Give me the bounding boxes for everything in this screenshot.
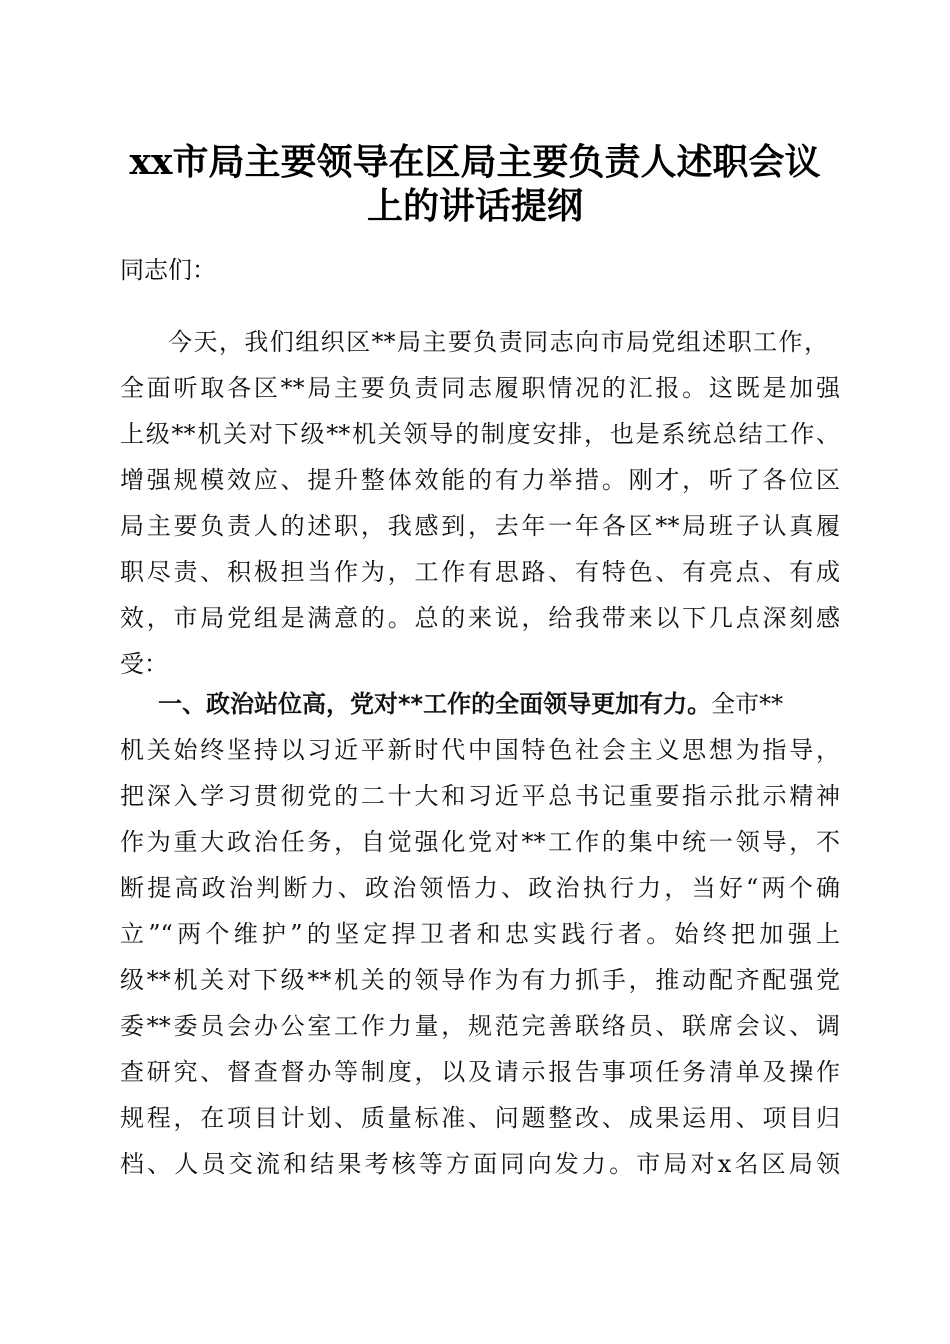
section-1-line: 把深入学习贯彻党的二十大和习近平总书记重要指示批示精神 <box>120 782 840 810</box>
section-1-line: 立”“两个维护”的坚定捍卫者和忠实践行者。始终把加强上 <box>120 920 840 948</box>
section-1-lead: 全市** <box>711 690 784 718</box>
paragraph-line: 全面听取各区**局主要负责同志履职情况的汇报。这既是加强 <box>120 374 840 402</box>
paragraph-line: 职尽责、积极担当作为，工作有思路、有特色、有亮点、有成 <box>120 558 840 586</box>
paragraph-line: 局主要负责人的述职，我感到，去年一年各区**局班子认真履 <box>120 512 840 540</box>
paragraph-line: 效，市局党组是满意的。总的来说，给我带来以下几点深刻感 <box>120 604 840 632</box>
section-1-line: 级**机关对下级**机关的领导作为有力抓手，推动配齐配强党 <box>120 966 840 994</box>
section-1-line: 档、人员交流和结果考核等方面同向发力。市局对x名区局领 <box>120 1150 840 1178</box>
section-1-heading: 一、政治站位高，党对**工作的全面领导更加有力。 <box>158 690 712 718</box>
section-1-line: 规程，在项目计划、质量标准、问题整改、成果运用、项目归 <box>120 1104 840 1132</box>
section-1-line: 作为重大政治任务，自觉强化党对**工作的集中统一领导，不 <box>120 828 840 856</box>
document-title-line-1: xx市局主要领导在区局主要负责人述职会议 <box>129 141 821 183</box>
paragraph-line: 上级**机关对下级**机关领导的制度安排，也是系统总结工作、 <box>120 420 840 448</box>
document-title-line-2: 上的讲话提纲 <box>366 185 583 227</box>
section-1-line: 委**委员会办公室工作力量，规范完善联络员、联席会议、调 <box>120 1012 840 1040</box>
paragraph-line: 增强规模效应、提升整体效能的有力举措。刚才，听了各位区 <box>120 466 840 494</box>
paragraph-line: 今天，我们组织区**局主要负责同志向市局党组述职工作， <box>168 328 828 356</box>
section-1-first-line <box>158 688 828 720</box>
salutation: 同志们： <box>120 256 216 284</box>
section-1-line: 查研究、督查督办等制度，以及请示报告事项任务清单及操作 <box>120 1058 840 1086</box>
paragraph-line: 受： <box>120 650 168 678</box>
section-1-line: 机关始终坚持以习近平新时代中国特色社会主义思想为指导， <box>120 736 840 764</box>
section-1-line: 断提高政治判断力、政治领悟力、政治执行力，当好“两个确 <box>120 874 840 902</box>
